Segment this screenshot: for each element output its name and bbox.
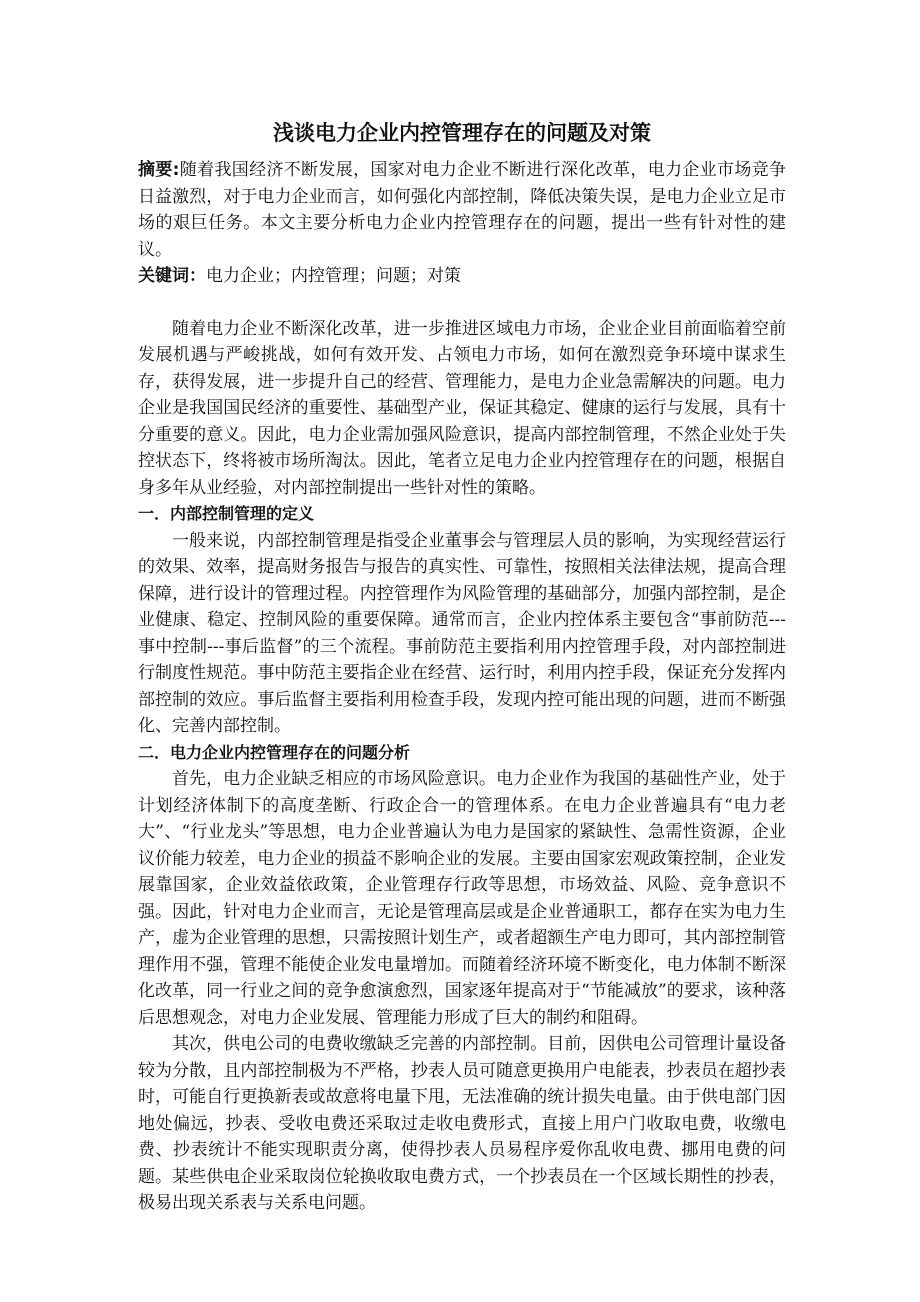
section-2-paragraph: 其次，供电公司的电费收缴缺乏完善的内部控制。目前，因供电公司管理计量设备较为分散，且内部控制极为不严格，抄表人员可随意更换用户电能表，抄表员在超抄表时，可能自行更换新表或故意将电量下甩，无法准确的统计损失电量。由于供电部门因地处偏远，抄表、受收电费还采取过走收电费形式，直接上用户门收取电费，收缴电费、抄表统计不能实现职责分离，使得抄表人员易程序爱你乱收电费、挪用电费的问题。某些供电企业采取岗位轮换收取电费方式，一个抄表员在一个区域长期性的抄表，极易出现关系表与关系电问题。	[138, 1034, 786, 1213]
keywords-label: 关键词：	[138, 266, 206, 286]
abstract-text: 随着我国经济不断发展，国家对电力企业不断进行深化改革，电力企业市场竞争日益激烈，对于电力企业而言，如何强化内部控制，降低决策失误，是电力企业立足市场的艰巨任务。本文主要分析电力企业内控管理存在的问题，提出一些有针对性的建议。	[138, 160, 786, 260]
section-1-paragraph: 一般来说，内部控制管理是指受企业董事会与管理层人员的影响，为实现经营运行的效果、效率，提高财务报告与报告的真实性、可靠性，按照相关法律法规，提高合理保障，进行设计的管理过程。内控管理作为风险管理的基础部分，加强内部控制，是企业健康、稳定、控制风险的重要保障。通常而言，企业内控体系主要包含“事前防范---事中控制---事后监督”的三个流程。事前防范主要指利用内控管理手段，对内部控制进行制度性规范。事中防范主要指企业在经营、运行时，利用内控手段，保证充分发挥内部控制的效应。事后监督主要指利用检查手段，发现内控可能出现的问题，进而不断强化、完善内部控制。	[138, 530, 786, 736]
intro-paragraph: 随着电力企业不断深化改革，进一步推进区域电力市场，企业企业目前面临着空前发展机遇与严峻挑战，如何有效开发、占领电力市场，如何在激烈竞争环境中谋求生存，获得发展，进一步提升自己的经营、管理能力，是电力企业急需解决的问题。电力企业是我国国民经济的重要性、基础型产业，保证其稳定、健康的运行与发展，具有十分重要的意义。因此，电力企业需加强风险意识，提高内部控制管理，不然企业处于失控状态下，终将被市场所淘汰。因此，笔者立足电力企业内控管理存在的问题，根据自身多年从业经验，对内部控制提出一些针对性的策略。	[138, 318, 786, 498]
section-2-paragraph: 首先，电力企业缺乏相应的市场风险意识。电力企业作为我国的基础性产业，处于计划经济体制下的高度垄断、行政企合一的管理体系。在电力企业普遍具有“电力老大”、“行业龙头”等思想，电力企业普遍认为电力是国家的紧缺性、急需性资源，企业议价能力较差，电力企业的损益不影响企业的发展。主要由国家宏观政策控制，企业发展靠国家，企业效益依政策，企业管理存行政等思想，市场效益、风险、竞争意识不强。因此，针对电力企业而言，无论是管理高层或是企业普通职工，都存在实为电力生产，虚为企业管理的思想，只需按照计划生产，或者超额生产电力即可，其内部控制管理作用不强，管理不能使企业发电量增加。而随着经济环境不断变化，电力体制不断深化改革，同一行业之间的竞争愈演愈烈，国家逐年提高对于“节能减放”的要求，该种落后思想观念，对电力企业发展、管理能力形成了巨大的制约和阻碍。	[138, 769, 786, 1028]
document-page	[138, 118, 786, 1217]
keywords-text: 电力企业；内控管理；问题；对策	[206, 266, 461, 286]
abstract-label: 摘要:	[138, 160, 180, 180]
document-title: 浅谈电力企业内控管理存在的问题及对策	[273, 121, 651, 145]
section-1-heading: 一．内部控制管理的定义	[138, 504, 315, 523]
keywords	[138, 263, 786, 290]
abstract	[138, 157, 786, 263]
section-2-heading: 二．电力企业内控管理存在的问题分析	[138, 742, 411, 762]
